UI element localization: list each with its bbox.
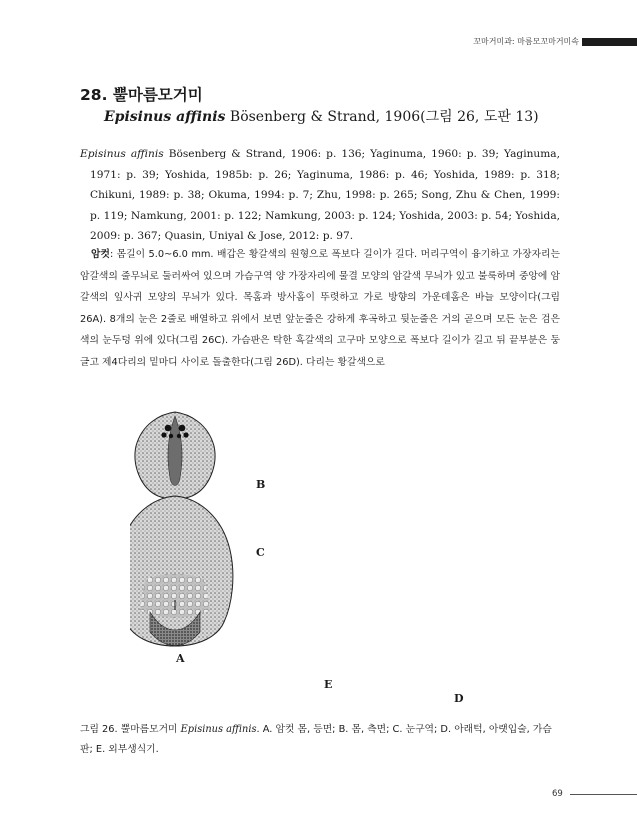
description-label: 암컷 <box>91 249 110 260</box>
species-number: 28. <box>80 86 108 104</box>
page-number-rule <box>570 794 637 795</box>
description-text: : 몸길이 5.0~6.0 mm. 배갑은 황갈색의 원형으로 폭보다 길이가 길다. 머리구역이 융기하고 가장자리는 암갈색의 줄무늬로 둘러싸여 있으며 가슴구역 양 가장자리에 물결 모양의 암갈색 무늬가 있고 불룩하며 중앙에 암갈색의 잎사귀 모양의 무늬가 있다. 목홈과 방사홈이 뚜렷하고 가로 방향의 가운데홈은 바늘 모양이다(그림 26A). 8개의 눈은 2줄로 배열하고 위에서 보면 앞눈줄은 강하게 후곡하고 뒷눈줄은 거의 곧으며 모든 눈은 검은색의 눈두덩 위에 있다(그림 26C). 가슴판은 탁한 흑갈색의 고구마 모양으로 폭보다 길이가 길고 뒤 끝부분은 둥글고 제4다리의 밑마디 사이로 돌출한다(그림 26D). 다리는 황갈색으로 <box>80 249 560 368</box>
figure-caption <box>80 720 560 760</box>
figure-26 <box>130 400 520 712</box>
synonymy-name: Episinus affinis <box>80 148 164 160</box>
species-scientific-line <box>80 106 560 128</box>
figure-label-c: C <box>256 546 265 559</box>
running-title: 꼬마거미과: 마름모꼬마거미속 <box>473 37 579 46</box>
female-description <box>80 244 560 373</box>
caption-species: Episinus affinis <box>180 724 257 735</box>
figure-illustration <box>130 400 520 712</box>
running-header <box>0 36 637 50</box>
species-scientific-name: Episinus affinis <box>104 109 226 125</box>
synonymy-block <box>80 144 560 247</box>
figure-a-dorsal-body <box>130 412 233 646</box>
figure-label-e: E <box>324 678 333 691</box>
species-figure-ref: (그림 26, 도판 13) <box>420 109 539 125</box>
species-heading <box>80 84 560 106</box>
figure-label-a: A <box>176 652 185 665</box>
species-authority: Bösenberg & Strand, 1906 <box>229 109 421 125</box>
page-number: 69 <box>552 789 563 799</box>
species-korean-name: 뿔마름모거미 <box>112 86 203 104</box>
caption-prefix: 그림 26. 뿔마름모거미 <box>80 724 181 735</box>
header-bar <box>582 38 637 46</box>
figure-label-b: B <box>256 478 266 491</box>
synonymy-references: Bösenberg & Strand, 1906: p. 136; Yaginuma, 1960: p. 39; Yaginuma, 1971: p. 39; Yoshida, 1985b: p. 26; Yaginuma, 1986: p. 46; Yoshida, 1989: p. 318; Chikuni, 1989: p. 38; Okuma, 1994: p. 7; Zhu, 1998: p. 265; Song, Zhu & Chen, 1999: p. 119; Namkung, 2001: p. 122; Namkung, 2003: p. 124; Yoshida, 2003: p. 54; Yoshida, 2009: p. 367; Quasin, Uniyal & Jose, 2012: p. 97. <box>90 148 560 242</box>
caption-suffix: . A. 암컷 몸, 등면; B. 몸, 측면; C. 눈구역; D. 아래턱, 아랫입술, 가슴판; E. 외부생식기. <box>80 724 552 755</box>
species-title <box>80 84 560 128</box>
figure-label-d: D <box>454 692 464 705</box>
